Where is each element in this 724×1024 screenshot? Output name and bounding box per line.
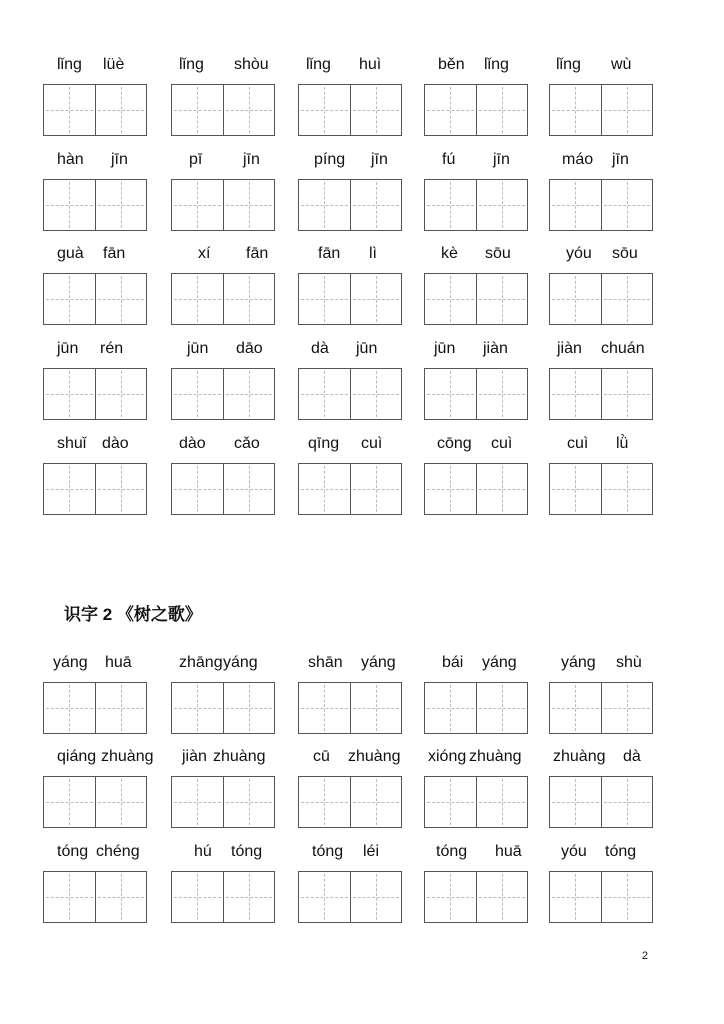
pinyin-syllable: tóng <box>312 843 344 860</box>
writing-grid[interactable] <box>43 368 147 420</box>
pinyin-syllable: chéng <box>96 843 140 860</box>
writing-grid[interactable] <box>298 463 402 515</box>
word-item <box>171 748 275 770</box>
writing-cell[interactable] <box>44 464 95 514</box>
pinyin-syllable: sōu <box>485 245 511 262</box>
pinyin-syllable: sōu <box>612 245 638 262</box>
writing-cell[interactable] <box>44 777 95 827</box>
writing-cell[interactable] <box>172 872 223 922</box>
writing-cell[interactable] <box>550 777 601 827</box>
writing-cell[interactable] <box>299 683 350 733</box>
writing-cell[interactable] <box>44 683 95 733</box>
pinyin-syllable: cuì <box>491 435 513 452</box>
pinyin-label <box>424 151 528 173</box>
pinyin-syllable: máo <box>562 151 594 168</box>
writing-grid[interactable] <box>43 84 147 136</box>
word-item <box>298 245 402 267</box>
writing-grid[interactable] <box>43 273 147 325</box>
pinyin-label <box>171 843 275 865</box>
pinyin-syllable: zhuàng <box>469 748 522 765</box>
writing-grid[interactable] <box>171 84 275 136</box>
writing-cell[interactable] <box>550 180 601 230</box>
writing-grid[interactable] <box>298 84 402 136</box>
pinyin-syllable: lǜ <box>616 435 629 452</box>
pinyin-label <box>171 748 275 770</box>
writing-cell[interactable] <box>425 85 476 135</box>
writing-cell[interactable] <box>350 85 402 135</box>
pinyin-syllable: dào <box>102 435 129 452</box>
writing-cell[interactable] <box>550 464 601 514</box>
writing-grid[interactable] <box>171 871 275 923</box>
writing-cell[interactable] <box>223 274 275 324</box>
pinyin-syllable: yóu <box>566 245 592 262</box>
word-item <box>171 654 275 676</box>
pinyin-label <box>171 56 275 78</box>
pinyin-label <box>43 748 154 770</box>
writing-cell[interactable] <box>172 85 223 135</box>
pinyin-syllable: yáng <box>53 654 88 671</box>
pinyin-syllable: lǐng <box>179 56 204 73</box>
writing-cell[interactable] <box>299 777 350 827</box>
writing-cell[interactable] <box>425 180 476 230</box>
word-item <box>298 340 402 362</box>
pinyin-syllable: cuì <box>361 435 383 452</box>
pinyin-label <box>424 748 528 770</box>
pinyin-syllable: qīng <box>308 435 340 452</box>
writing-grid[interactable] <box>171 368 275 420</box>
pinyin-syllable: hú <box>194 843 212 860</box>
pinyin-label <box>171 435 275 457</box>
writing-cell[interactable] <box>299 85 350 135</box>
pinyin-syllable: jīn <box>612 151 629 168</box>
word-item <box>424 843 528 865</box>
pinyin-label <box>298 340 402 362</box>
pinyin-syllable: dà <box>311 340 329 357</box>
writing-cell[interactable] <box>476 683 528 733</box>
pinyin-syllable: lüè <box>103 56 125 73</box>
pinyin-syllable: zhuàng <box>213 748 266 765</box>
writing-grid[interactable] <box>424 84 528 136</box>
pinyin-syllable: jiàn <box>483 340 508 357</box>
pinyin-syllable: lǐng <box>484 56 509 73</box>
pinyin-syllable: píng <box>314 151 346 168</box>
pinyin-label <box>424 435 528 457</box>
pinyin-label <box>43 654 147 676</box>
pinyin-syllable: jīn <box>111 151 128 168</box>
writing-grid[interactable] <box>43 179 147 231</box>
pinyin-label <box>43 56 147 78</box>
word-item <box>298 435 402 457</box>
writing-grid[interactable] <box>298 179 402 231</box>
writing-grid[interactable] <box>43 463 147 515</box>
writing-cell[interactable] <box>601 274 653 324</box>
pinyin-syllable: cū <box>313 748 330 765</box>
word-item <box>549 56 653 78</box>
writing-cell[interactable] <box>425 274 476 324</box>
writing-grid[interactable] <box>549 871 653 923</box>
writing-cell[interactable] <box>172 274 223 324</box>
pinyin-syllable: shòu <box>234 56 269 73</box>
pinyin-syllable: huì <box>359 56 382 73</box>
writing-grid[interactable] <box>424 463 528 515</box>
word-item <box>298 843 402 865</box>
pinyin-label <box>549 654 653 676</box>
pinyin-label <box>43 435 147 457</box>
word-item <box>549 340 653 362</box>
pinyin-syllable: cōng <box>437 435 472 452</box>
word-item <box>549 435 653 457</box>
writing-grid[interactable] <box>298 871 402 923</box>
writing-cell[interactable] <box>172 180 223 230</box>
pinyin-syllable: fān <box>103 245 126 262</box>
pinyin-label <box>298 843 402 865</box>
pinyin-syllable: fān <box>246 245 269 262</box>
pinyin-syllable: jīn <box>371 151 388 168</box>
writing-cell[interactable] <box>550 274 601 324</box>
pinyin-syllable: lǐng <box>57 56 82 73</box>
writing-cell[interactable] <box>350 180 402 230</box>
writing-cell[interactable] <box>223 872 275 922</box>
writing-cell[interactable] <box>350 683 402 733</box>
writing-grid[interactable] <box>424 776 528 828</box>
pinyin-syllable: jūn <box>187 340 209 357</box>
pinyin-label <box>424 56 528 78</box>
writing-cell[interactable] <box>350 872 402 922</box>
writing-cell[interactable] <box>476 85 528 135</box>
writing-cell[interactable] <box>299 369 350 419</box>
word-item <box>43 151 147 173</box>
writing-cell[interactable] <box>425 464 476 514</box>
pinyin-syllable: yáng <box>561 654 596 671</box>
pinyin-syllable: tóng <box>231 843 263 860</box>
word-item <box>424 654 528 676</box>
writing-cell[interactable] <box>223 464 275 514</box>
writing-cell[interactable] <box>550 683 601 733</box>
word-item <box>43 245 147 267</box>
pinyin-syllable: xí <box>198 245 211 262</box>
pinyin-syllable: xióng <box>428 748 467 765</box>
writing-cell[interactable] <box>601 872 653 922</box>
pinyin-label <box>43 340 147 362</box>
word-item <box>171 151 275 173</box>
pinyin-label <box>424 245 528 267</box>
pinyin-syllable: kè <box>441 245 458 262</box>
pinyin-syllable: léi <box>363 843 380 860</box>
writing-cell[interactable] <box>350 777 402 827</box>
word-item <box>424 748 528 770</box>
pinyin-syllable: zhāng <box>179 654 223 671</box>
pinyin-syllable: yáng <box>223 654 258 671</box>
word-item <box>298 654 402 676</box>
section-title: 识字 2 《树之歌》 <box>64 605 202 624</box>
writing-cell[interactable] <box>44 85 95 135</box>
pinyin-syllable: shù <box>616 654 642 671</box>
writing-cell[interactable] <box>601 85 653 135</box>
pinyin-syllable: yáng <box>361 654 396 671</box>
writing-grid[interactable] <box>171 682 275 734</box>
writing-cell[interactable] <box>44 872 95 922</box>
pinyin-syllable: huā <box>105 654 132 671</box>
writing-cell[interactable] <box>223 180 275 230</box>
writing-grid[interactable] <box>43 871 147 923</box>
pinyin-label <box>549 245 653 267</box>
pinyin-syllable: zhuàng <box>348 748 401 765</box>
pinyin-label <box>298 245 402 267</box>
writing-cell[interactable] <box>95 369 147 419</box>
writing-grid[interactable] <box>424 179 528 231</box>
pinyin-syllable: jīn <box>243 151 260 168</box>
writing-cell[interactable] <box>476 872 528 922</box>
pinyin-syllable: cuì <box>567 435 589 452</box>
word-item <box>298 56 402 78</box>
writing-cell[interactable] <box>223 777 275 827</box>
pinyin-label <box>171 340 275 362</box>
pinyin-label <box>424 843 528 865</box>
word-item <box>171 56 275 78</box>
word-item <box>549 654 653 676</box>
word-item <box>171 843 275 865</box>
pinyin-label <box>298 151 402 173</box>
pinyin-label <box>549 843 653 865</box>
word-item <box>43 56 147 78</box>
writing-cell[interactable] <box>476 369 528 419</box>
pinyin-label <box>549 340 653 362</box>
word-item <box>43 843 147 865</box>
writing-cell[interactable] <box>476 777 528 827</box>
writing-cell[interactable] <box>550 872 601 922</box>
pinyin-label <box>298 435 402 457</box>
pinyin-syllable: běn <box>438 56 465 73</box>
pinyin-syllable: tóng <box>436 843 468 860</box>
word-item <box>171 245 275 267</box>
pinyin-label <box>298 56 402 78</box>
word-item <box>424 56 528 78</box>
writing-grid[interactable] <box>424 368 528 420</box>
writing-grid[interactable] <box>43 682 147 734</box>
writing-cell[interactable] <box>601 369 653 419</box>
writing-grid[interactable] <box>171 273 275 325</box>
page-number: 2 <box>641 950 648 962</box>
writing-grid[interactable] <box>549 179 653 231</box>
word-item <box>549 151 653 173</box>
pinyin-syllable: tóng <box>57 843 89 860</box>
pinyin-syllable: shuǐ <box>57 435 87 452</box>
writing-cell[interactable] <box>95 777 147 827</box>
pinyin-label <box>43 151 147 173</box>
pinyin-syllable: jīn <box>493 151 510 168</box>
writing-grid[interactable] <box>171 776 275 828</box>
writing-cell[interactable] <box>172 464 223 514</box>
pinyin-syllable: shān <box>308 654 343 671</box>
writing-cell[interactable] <box>601 777 653 827</box>
word-item <box>298 151 402 173</box>
writing-cell[interactable] <box>601 180 653 230</box>
pinyin-label <box>171 151 275 173</box>
writing-cell[interactable] <box>299 464 350 514</box>
writing-grid[interactable] <box>171 463 275 515</box>
pinyin-syllable: tóng <box>605 843 637 860</box>
word-item <box>549 843 653 865</box>
writing-cell[interactable] <box>172 683 223 733</box>
pinyin-syllable: jiàn <box>557 340 582 357</box>
pinyin-syllable: guà <box>57 245 84 262</box>
pinyin-syllable: qiáng <box>57 748 97 765</box>
writing-cell[interactable] <box>44 369 95 419</box>
pinyin-label <box>171 654 275 676</box>
pinyin-syllable: lǐng <box>306 56 331 73</box>
writing-cell[interactable] <box>476 464 528 514</box>
pinyin-syllable: cǎo <box>234 435 260 452</box>
pinyin-label <box>549 56 653 78</box>
writing-cell[interactable] <box>172 369 223 419</box>
writing-cell[interactable] <box>550 85 601 135</box>
writing-grid[interactable] <box>298 682 402 734</box>
pinyin-syllable: bái <box>442 654 464 671</box>
pinyin-syllable: hàn <box>57 151 84 168</box>
pinyin-syllable: dāo <box>236 340 263 357</box>
pinyin-syllable: jūn <box>356 340 378 357</box>
writing-cell[interactable] <box>95 464 147 514</box>
writing-cell[interactable] <box>44 180 95 230</box>
writing-grid[interactable] <box>171 179 275 231</box>
writing-cell[interactable] <box>172 777 223 827</box>
word-item <box>424 340 528 362</box>
word-item <box>424 435 528 457</box>
pinyin-syllable: chuán <box>601 340 645 357</box>
writing-cell[interactable] <box>299 180 350 230</box>
pinyin-syllable: lì <box>369 245 377 262</box>
writing-cell[interactable] <box>44 274 95 324</box>
writing-cell[interactable] <box>223 369 275 419</box>
word-item <box>43 340 147 362</box>
pinyin-syllable: rén <box>100 340 124 357</box>
pinyin-syllable: jūn <box>434 340 456 357</box>
word-item <box>549 245 653 267</box>
word-item <box>298 748 402 770</box>
pinyin-label <box>549 748 653 770</box>
writing-cell[interactable] <box>95 274 147 324</box>
pinyin-syllable: fān <box>318 245 341 262</box>
writing-cell[interactable] <box>95 85 147 135</box>
writing-cell[interactable] <box>299 274 350 324</box>
writing-cell[interactable] <box>95 180 147 230</box>
word-item <box>171 435 275 457</box>
pinyin-syllable: pī <box>189 151 203 168</box>
writing-grid[interactable] <box>549 463 653 515</box>
writing-grid[interactable] <box>298 273 402 325</box>
pinyin-label <box>424 654 528 676</box>
writing-grid[interactable] <box>549 273 653 325</box>
writing-cell[interactable] <box>476 274 528 324</box>
word-item <box>43 435 147 457</box>
pinyin-label <box>549 151 653 173</box>
word-item <box>424 245 528 267</box>
writing-cell[interactable] <box>601 464 653 514</box>
pinyin-syllable: zhuàng <box>101 748 154 765</box>
writing-grid[interactable] <box>549 682 653 734</box>
writing-cell[interactable] <box>350 369 402 419</box>
writing-cell[interactable] <box>476 180 528 230</box>
writing-grid[interactable] <box>424 273 528 325</box>
writing-grid[interactable] <box>298 368 402 420</box>
word-item <box>549 748 653 770</box>
writing-cell[interactable] <box>550 369 601 419</box>
writing-cell[interactable] <box>95 872 147 922</box>
writing-cell[interactable] <box>425 872 476 922</box>
pinyin-syllable: fú <box>442 151 456 168</box>
pinyin-label <box>549 435 653 457</box>
pinyin-syllable: dà <box>623 748 641 765</box>
writing-grid[interactable] <box>549 776 653 828</box>
writing-cell[interactable] <box>425 683 476 733</box>
writing-grid[interactable] <box>549 84 653 136</box>
pinyin-syllable: lǐng <box>556 56 581 73</box>
pinyin-label <box>43 245 147 267</box>
pinyin-syllable: huā <box>495 843 522 860</box>
word-item <box>43 748 154 770</box>
writing-cell[interactable] <box>425 369 476 419</box>
writing-cell[interactable] <box>223 683 275 733</box>
pinyin-label <box>298 748 402 770</box>
writing-grid[interactable] <box>424 871 528 923</box>
writing-cell[interactable] <box>350 274 402 324</box>
pinyin-label <box>424 340 528 362</box>
pinyin-syllable: yóu <box>561 843 587 860</box>
pinyin-syllable: yáng <box>482 654 517 671</box>
word-item <box>171 340 275 362</box>
writing-cell[interactable] <box>425 777 476 827</box>
pinyin-label <box>43 843 147 865</box>
pinyin-syllable: dào <box>179 435 206 452</box>
writing-cell[interactable] <box>95 683 147 733</box>
writing-cell[interactable] <box>601 683 653 733</box>
pinyin-syllable: jiàn <box>182 748 207 765</box>
pinyin-syllable: zhuàng <box>553 748 606 765</box>
pinyin-label <box>298 654 402 676</box>
pinyin-label <box>171 245 275 267</box>
word-item <box>424 151 528 173</box>
writing-cell[interactable] <box>299 872 350 922</box>
writing-grid[interactable] <box>298 776 402 828</box>
pinyin-syllable: wù <box>611 56 632 73</box>
writing-cell[interactable] <box>350 464 402 514</box>
writing-grid[interactable] <box>43 776 147 828</box>
pinyin-syllable: jūn <box>57 340 79 357</box>
writing-grid[interactable] <box>424 682 528 734</box>
word-item <box>43 654 147 676</box>
writing-grid[interactable] <box>549 368 653 420</box>
writing-cell[interactable] <box>223 85 275 135</box>
